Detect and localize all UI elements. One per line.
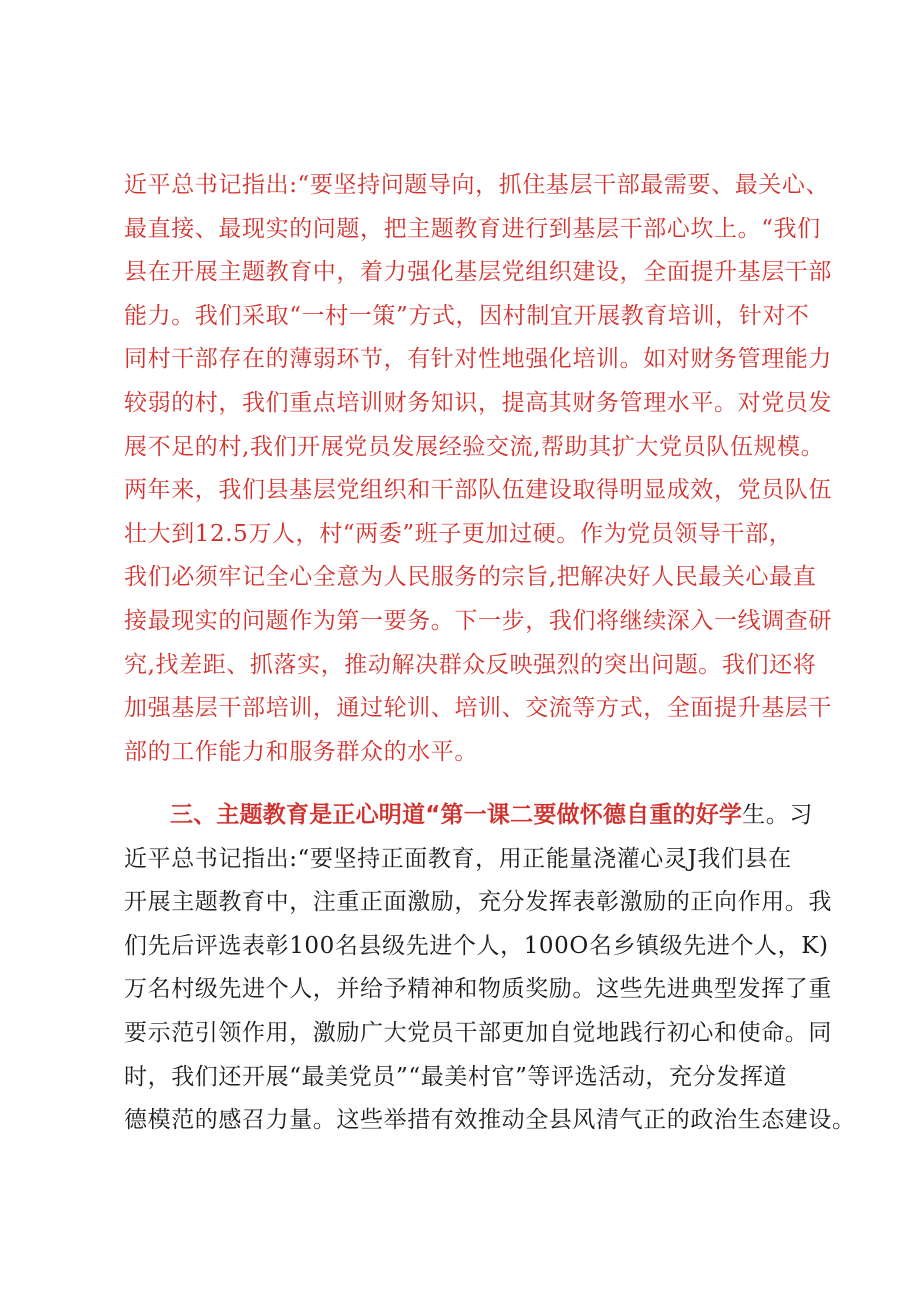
paragraph-line: 展不足的村,我们开展党员发展经验交流,帮助其扩大党员队伍规模。	[124, 433, 825, 460]
paragraph-line: 开展主题教育中，注重正面激励，充分发挥表彰激励的正向作用。我	[124, 889, 832, 916]
paragraph-line: 同村干部存在的薄弱环节，有针对性地强化培训。如对财务管理能力	[124, 346, 832, 373]
paragraph-line: 部的工作能力和服务群众的水平。	[124, 738, 478, 765]
paragraph-line: 时，我们还开展“最美党员”“最美村官”等评选活动，充分发挥道	[124, 1063, 788, 1090]
section-heading-line	[124, 794, 824, 838]
paragraph-line: 德模范的感召力量。这些举措有效推动全县风清气正的政治生态建设。	[124, 1107, 856, 1134]
paragraph-line: 最直接、最现实的问题，把主题教育进行到基层干部心坎上。“我们	[124, 215, 821, 242]
paragraph-line: 加强基层干部培训，通过轮训、培训、交流等方式，全面提升基层干	[124, 695, 832, 722]
paragraph-line: 们先后评选表彰100名县级先进个人，100O名乡镇级先进个人，K)	[124, 932, 829, 959]
paragraph-line: 较弱的村，我们重点培训财务知识，提高其财务管理水平。对党员发	[124, 389, 832, 416]
black-paragraph	[124, 794, 856, 1143]
red-paragraph	[124, 164, 832, 774]
section-heading-tail: 生。习	[742, 802, 813, 828]
paragraph-line: 我们必须牢记全心全意为人民服务的宗旨,把解决好人民最关心最直	[124, 564, 817, 591]
paragraph-line: 县在开展主题教育中，着力强化基层党组织建设，全面提升基层干部	[124, 259, 832, 286]
paragraph-line: 近平总书记指出:“要坚持正面教育，用正能量浇灌心灵J我们县在	[124, 845, 792, 872]
paragraph-line: 要示范引领作用，激励广大党员干部更加自觉地践行初心和使命。同	[124, 1019, 832, 1046]
paragraph-line: 壮大到12.5万人，村“两委”班子更加过硬。作为党员领导干部，	[124, 520, 793, 547]
paragraph-line: 能力。我们采取“一村一策”方式，因村制宜开展教育培训，针对不	[124, 302, 810, 329]
paragraph-line: 究,找差距、抓落实，推动解决群众反映强烈的突出问题。我们还将	[124, 651, 817, 678]
paragraph-line: 两年来，我们县基层党组织和干部队伍建设取得明显成效，党员队伍	[124, 477, 832, 504]
paragraph-line: 近平总书记指出:“要坚持问题导向，抓住基层干部最需要、最关心、	[124, 172, 830, 198]
paragraph-line: 接最现实的问题作为第一要务。下一步，我们将继续深入一线调查研	[124, 607, 832, 634]
paragraph-line: 万名村级先进个人，并给予精神和物质奖励。这些先进典型发挥了重	[124, 976, 832, 1003]
section-heading: 三、主题教育是正心明道“第一课二要做怀德自重的好学	[170, 802, 743, 828]
